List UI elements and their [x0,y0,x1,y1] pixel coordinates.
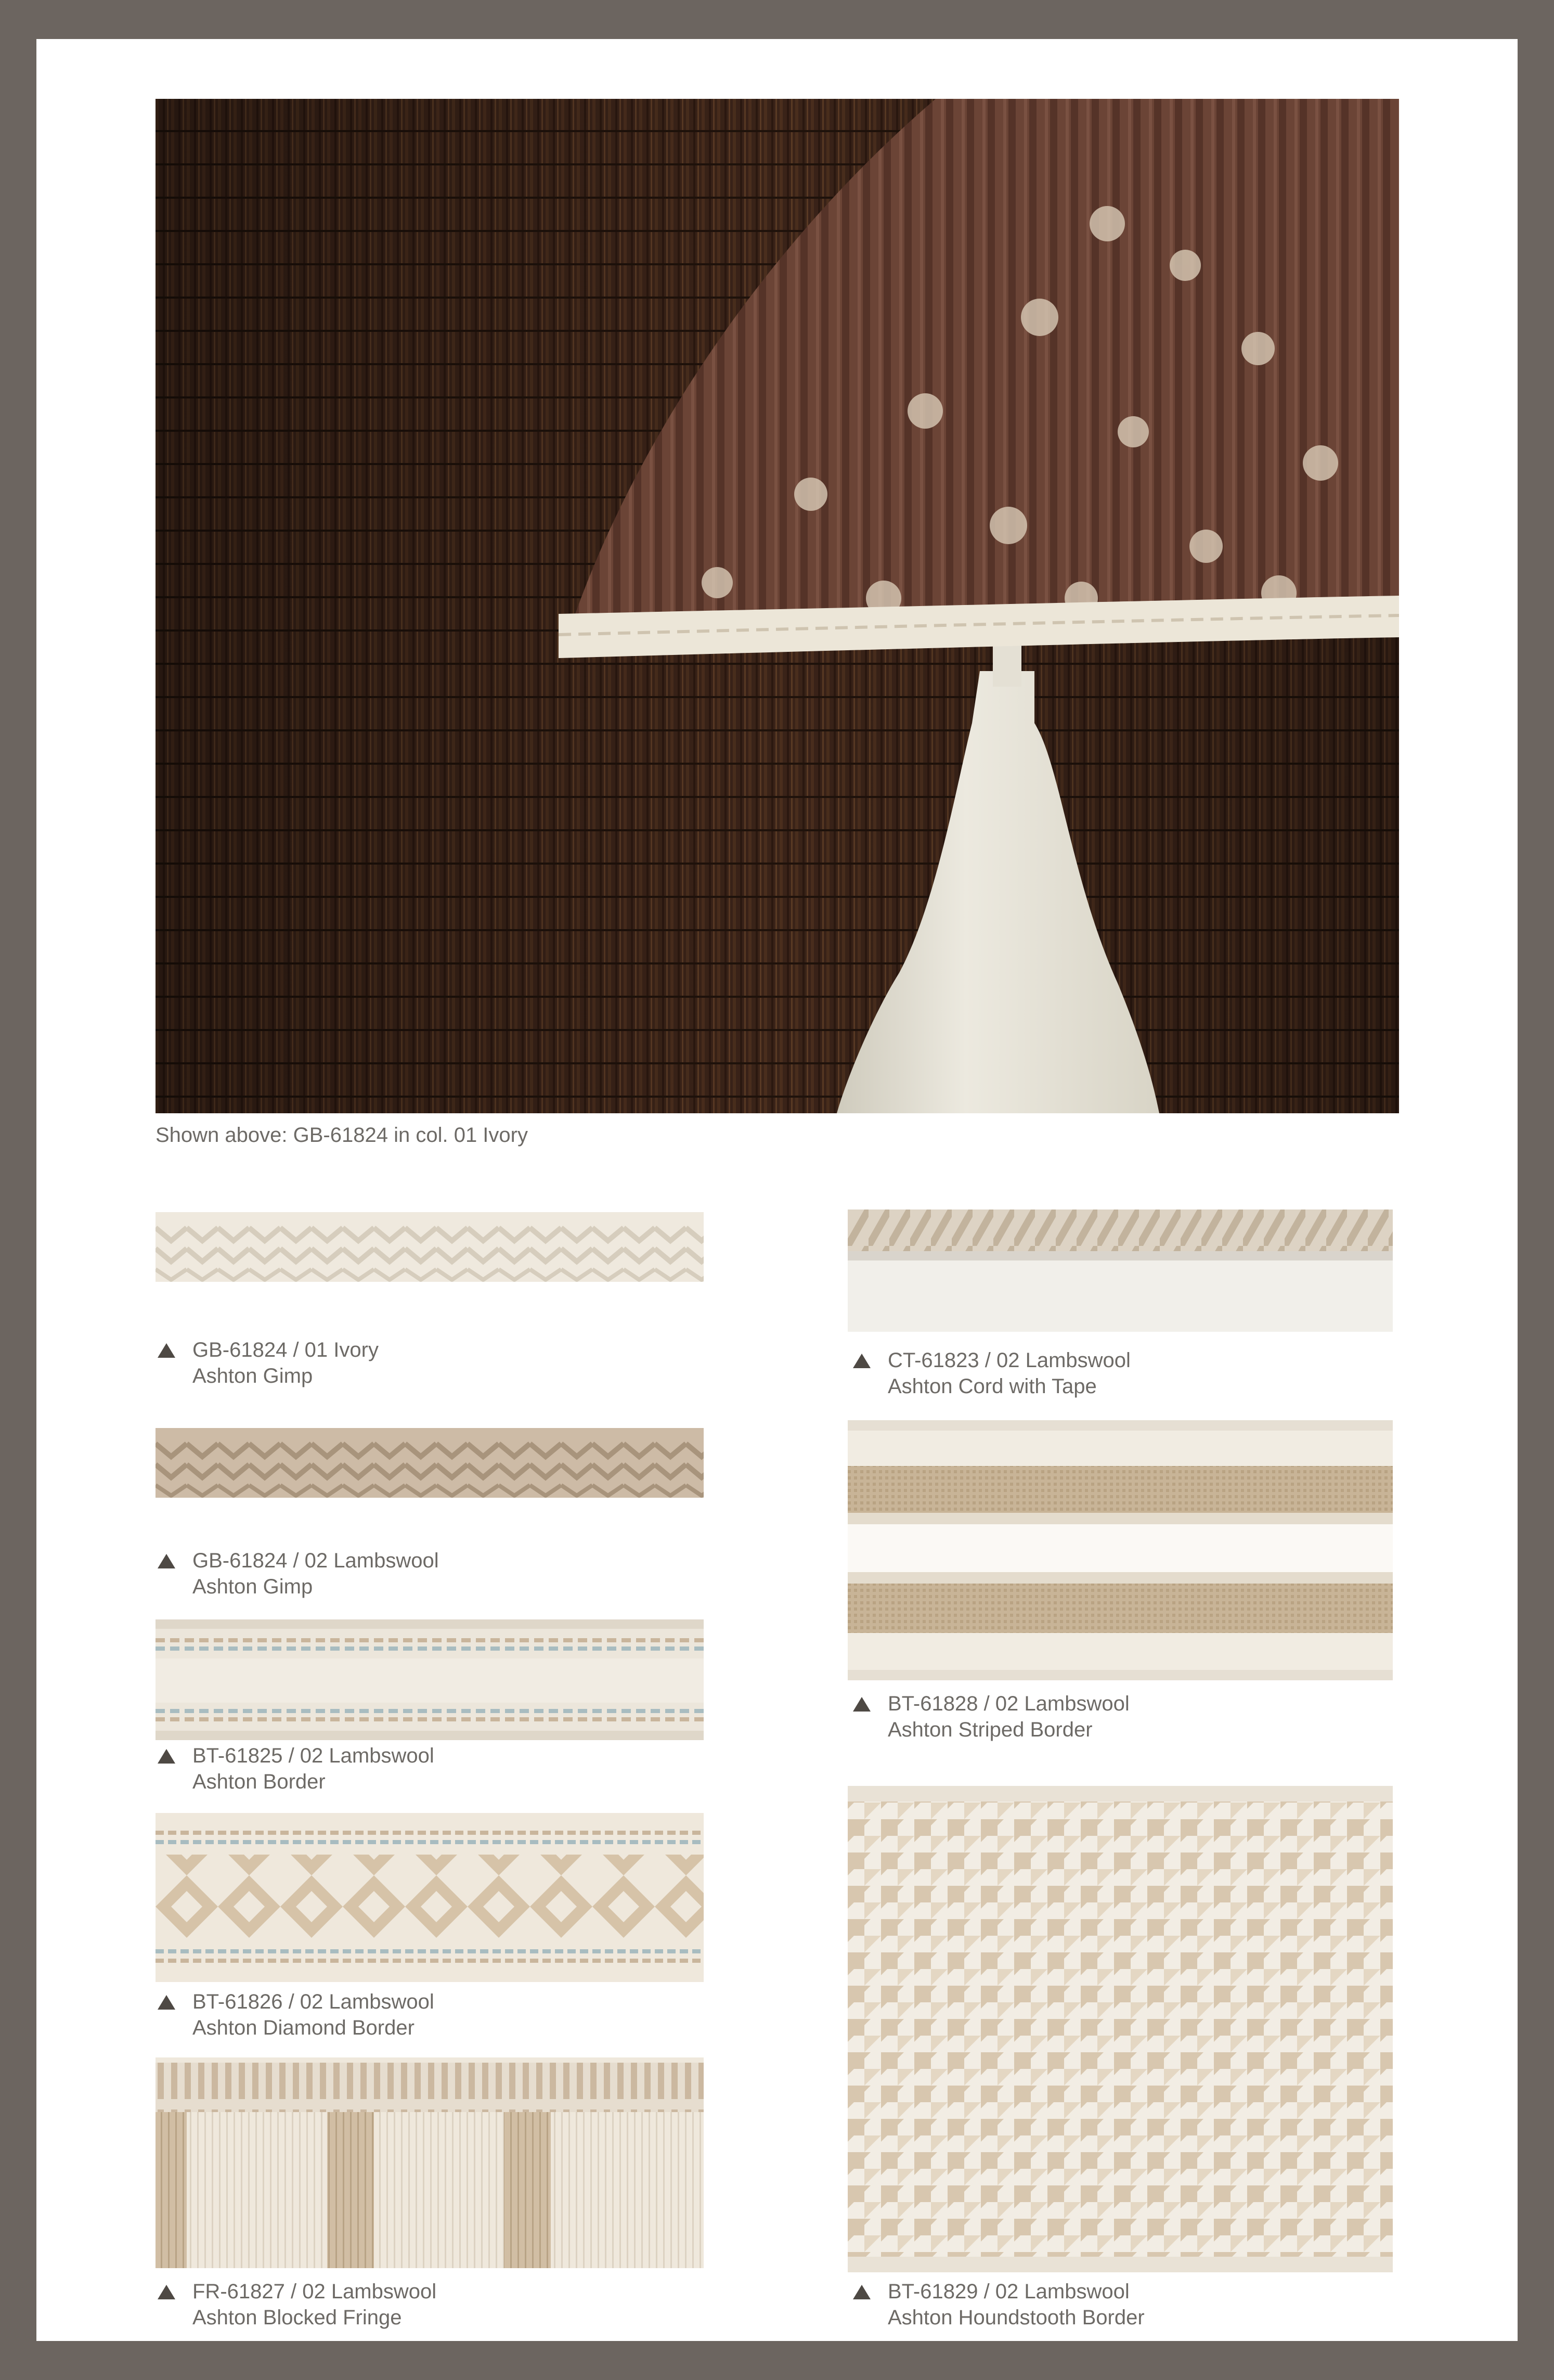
product-label [158,2279,436,2331]
triangle-bullet-icon [853,2285,871,2299]
swatch-cord-with-tape [848,1210,1393,1332]
product-name: Ashton Border [192,1770,326,1793]
product-code: BT-61828 / 02 Lambswool [888,1692,1130,1715]
product-code: BT-61829 / 02 Lambswool [888,2280,1130,2303]
product-name: Ashton Houndstooth Border [888,2306,1145,2329]
hero-caption: Shown above: GB-61824 in col. 01 Ivory [156,1124,528,1147]
triangle-bullet-icon [158,1749,175,1764]
swatch-gimp-ivory [156,1212,704,1282]
product-name: Ashton Blocked Fringe [192,2306,402,2329]
triangle-bullet-icon [158,2285,175,2299]
swatch-gimp-lambswool [156,1428,704,1498]
product-label [158,1989,434,2041]
swatch-border [156,1619,704,1740]
triangle-bullet-icon [158,1343,175,1358]
product-name: Ashton Gimp [192,1575,313,1598]
product-label [158,1548,439,1600]
swatch-houndstooth-border [848,1786,1393,2272]
triangle-bullet-icon [158,1554,175,1568]
product-code: BT-61826 / 02 Lambswool [192,1990,434,2013]
catalog-page [36,39,1518,2341]
product-code: FR-61827 / 02 Lambswool [192,2280,437,2303]
product-code: GB-61824 / 01 Ivory [192,1339,379,1361]
product-code: CT-61823 / 02 Lambswool [888,1349,1131,1372]
product-code: BT-61825 / 02 Lambswool [192,1744,434,1767]
product-label [158,1337,379,1389]
product-code: GB-61824 / 02 Lambswool [192,1549,439,1572]
swatch-blocked-fringe [156,2057,704,2268]
product-label [853,1691,1130,1743]
hero-lamp-photo [156,99,1399,1113]
triangle-bullet-icon [853,1697,871,1712]
swatch-striped-border [848,1420,1393,1680]
product-label [853,2279,1145,2331]
product-name: Ashton Striped Border [888,1718,1093,1741]
product-name: Ashton Gimp [192,1365,313,1387]
product-name: Ashton Diamond Border [192,2016,415,2039]
swatch-diamond-border [156,1813,704,1982]
triangle-bullet-icon [158,1995,175,2010]
product-label [853,1347,1131,1399]
product-name: Ashton Cord with Tape [888,1375,1097,1398]
product-label [158,1743,434,1795]
triangle-bullet-icon [853,1354,871,1368]
